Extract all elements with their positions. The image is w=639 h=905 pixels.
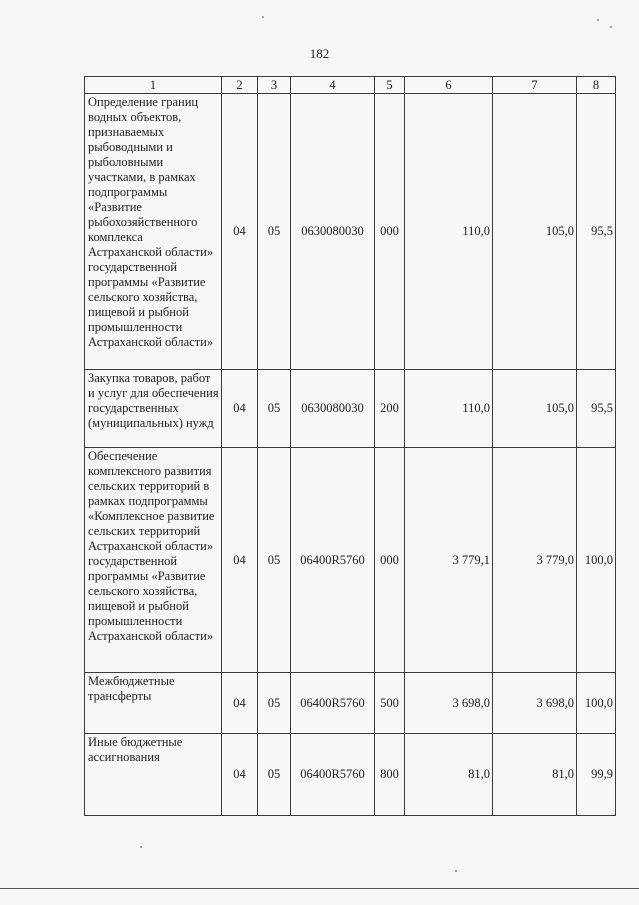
row-expense-type: 000 [375, 448, 405, 673]
column-header: 1 [85, 77, 222, 94]
row-subsection-code: 05 [258, 448, 291, 673]
row-expense-type: 500 [375, 673, 405, 734]
row-target-code: 06400R5760 [291, 673, 375, 734]
column-header: 2 [222, 77, 258, 94]
table-row [85, 673, 616, 734]
table-row [85, 448, 616, 673]
row-subsection-code: 05 [258, 734, 291, 816]
row-percent: 100,0 [577, 673, 616, 734]
row-executed: 105,0 [493, 370, 577, 448]
page-bottom-rule [0, 888, 639, 889]
row-description: Межбюджетные трансферты [85, 673, 222, 734]
column-header: 5 [375, 77, 405, 94]
row-executed: 3 698,0 [493, 673, 577, 734]
row-executed: 105,0 [493, 94, 577, 370]
row-expense-type: 200 [375, 370, 405, 448]
row-percent: 95,5 [577, 94, 616, 370]
column-header: 3 [258, 77, 291, 94]
row-section-code: 04 [222, 734, 258, 816]
table-row [85, 734, 616, 816]
row-description: Закупка товаров, работ и услуг для обеспечения государственных (муниципальных) нужд [85, 370, 222, 448]
row-subsection-code: 05 [258, 370, 291, 448]
row-percent: 99,9 [577, 734, 616, 816]
column-header: 7 [493, 77, 577, 94]
row-description: Иные бюджетные ассигнования [85, 734, 222, 816]
row-target-code: 0630080030 [291, 370, 375, 448]
row-planned: 3 698,0 [405, 673, 493, 734]
row-description: Обеспечение комплексного развития сельских территорий в рамках подпрограммы «Комплексное развитие сельских территорий Астраханской области» государственной программы «Развитие сельского хозяйства, пищевой и рыбной промышленности Астраханской области» [85, 448, 222, 673]
row-description: Определение границ водных объектов, признаваемых рыбоводными и рыболовными участками, в рамках подпрограммы «Развитие рыбохозяйственного комплекса Астраханской области» государственной программы «Развитие сельского хозяйства, пищевой и рыбной промышленности Астраханской области» [85, 94, 222, 370]
row-percent: 95,5 [577, 370, 616, 448]
page-number: 182 [309, 46, 330, 61]
scan-speck [610, 26, 612, 28]
row-planned: 110,0 [405, 370, 493, 448]
row-subsection-code: 05 [258, 673, 291, 734]
row-target-code: 06400R5760 [291, 448, 375, 673]
row-percent: 100,0 [577, 448, 616, 673]
scan-speck [262, 16, 264, 18]
row-subsection-code: 05 [258, 94, 291, 370]
row-section-code: 04 [222, 370, 258, 448]
scan-speck [140, 846, 142, 848]
scan-speck [455, 870, 457, 872]
row-expense-type: 800 [375, 734, 405, 816]
column-header: 8 [577, 77, 616, 94]
column-header: 4 [291, 77, 375, 94]
row-section-code: 04 [222, 673, 258, 734]
row-planned: 3 779,1 [405, 448, 493, 673]
row-target-code: 0630080030 [291, 94, 375, 370]
row-target-code: 06400R5760 [291, 734, 375, 816]
column-header: 6 [405, 77, 493, 94]
row-planned: 81,0 [405, 734, 493, 816]
row-expense-type: 000 [375, 94, 405, 370]
row-section-code: 04 [222, 94, 258, 370]
row-executed: 81,0 [493, 734, 577, 816]
row-executed: 3 779,0 [493, 448, 577, 673]
table-row [85, 94, 616, 370]
table-header-row [85, 77, 616, 94]
row-section-code: 04 [222, 448, 258, 673]
table-row [85, 370, 616, 448]
budget-table [84, 76, 616, 816]
scan-speck [597, 19, 599, 21]
row-planned: 110,0 [405, 94, 493, 370]
